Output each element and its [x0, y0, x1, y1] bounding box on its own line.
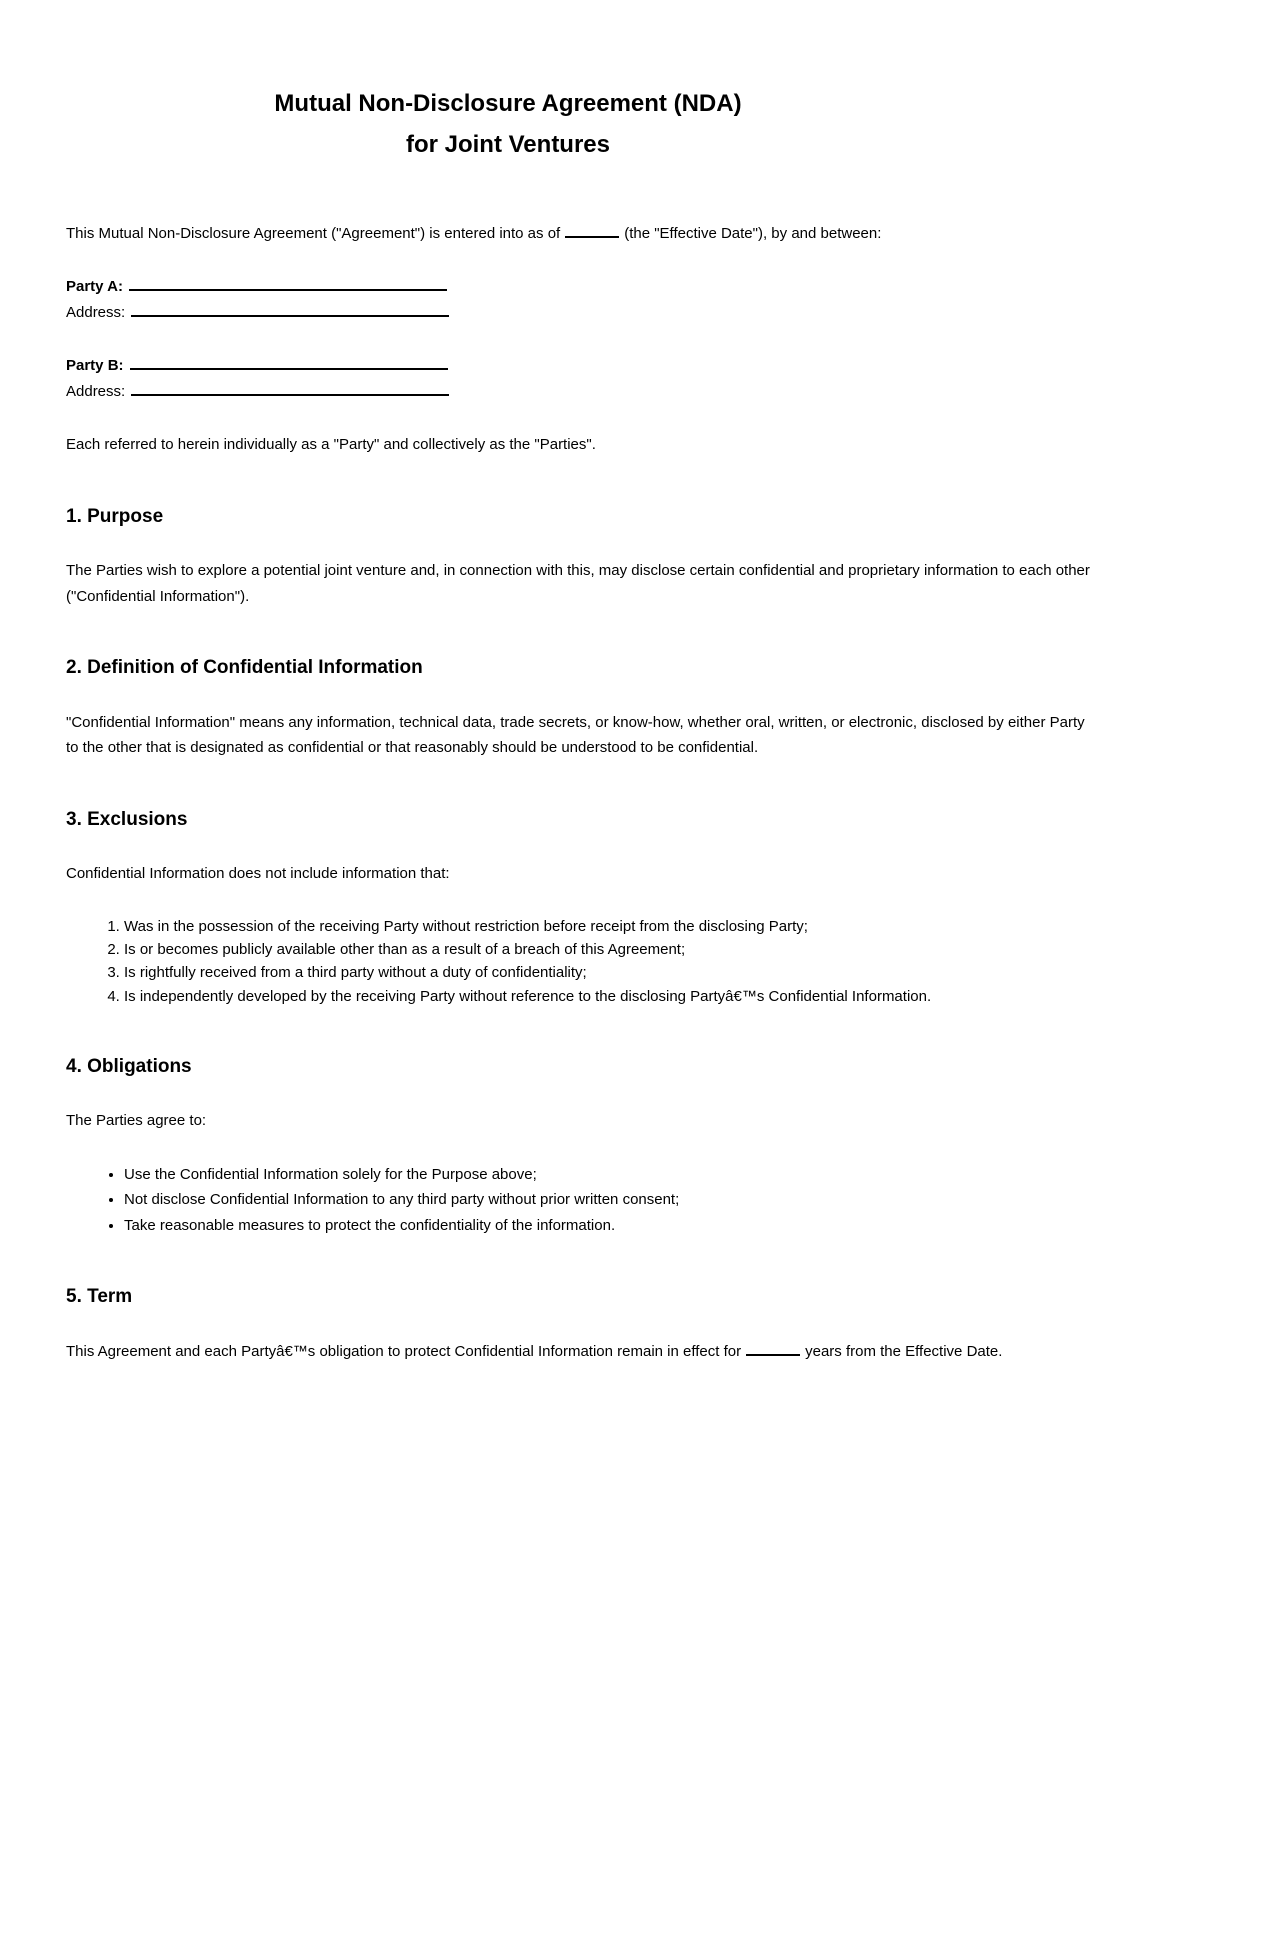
section-definition-paragraph	[66, 710, 1166, 761]
section-exclusions-intro: Confidential Information does not include information that:	[66, 865, 450, 883]
party-a-block	[66, 274, 1166, 325]
section-term	[66, 1284, 1166, 1364]
intro-text-after: (the "Effective Date"), by and between:	[624, 224, 882, 242]
exclusions-item-2: 2. Is or becomes publicly available other than as a result of a breach of this Agreement;	[124, 938, 1166, 961]
term-years-blank	[746, 1341, 800, 1356]
purpose-line-1: The Parties wish to explore a potential joint venture and, in connection with this, may disclose certain confidential and proprietary information to each other	[66, 562, 1090, 580]
definition-line-1: "Confidential Information" means any information, technical data, trade secrets, or know-how, whether oral, written, or electronic, disclosed by either Party	[66, 713, 1085, 731]
party-b-block	[66, 353, 1166, 404]
party-b-name-blank	[130, 355, 448, 370]
parties-note: Each referred to herein individually as a "Party" and collectively as the "Parties".	[66, 436, 596, 454]
section-exclusions-heading: 3. Exclusions	[66, 808, 188, 830]
definition-line-2: to the other that is designated as confidential or that reasonably should be understood to be confidential.	[66, 739, 759, 757]
section-purpose	[66, 504, 1166, 610]
section-definition-heading: 2. Definition of Confidential Information	[66, 657, 423, 679]
exclusions-item-4: 4. Is independently developed by the receiving Party without reference to the disclosing Partyâ€™s Confidential Information.	[124, 985, 1166, 1008]
purpose-line-2: ("Confidential Information").	[66, 587, 250, 605]
section-purpose-paragraph	[66, 558, 1166, 609]
section-obligations-intro: The Parties agree to:	[66, 1112, 207, 1130]
section-term-paragraph	[66, 1339, 1166, 1365]
section-obligations-heading: 4. Obligations	[66, 1055, 192, 1077]
exclusions-list	[66, 915, 1166, 1008]
exclusions-item-1: 1. Was in the possession of the receiving Party without restriction before receipt from the disclosing Party;	[124, 915, 1166, 938]
party-a-address-blank	[131, 302, 449, 317]
exclusions-item-3: 3. Is rightfully received from a third party without a duty of confidentiality;	[124, 961, 1166, 984]
nda-document	[66, 0, 1166, 1393]
section-obligations	[66, 1054, 1166, 1239]
intro-text-before: This Mutual Non-Disclosure Agreement ("Agreement") is entered into as of	[66, 224, 561, 242]
section-definition	[66, 655, 1166, 761]
party-a-name-blank	[129, 276, 447, 291]
document-title	[66, 84, 950, 166]
title-line-1: Mutual Non-Disclosure Agreement (NDA)	[274, 90, 742, 117]
title-line-2: for Joint Ventures	[405, 130, 611, 158]
party-b-label: Party B:	[66, 357, 124, 375]
party-a-label: Party A:	[66, 278, 123, 296]
term-text-after: years from the Effective Date.	[805, 1343, 1003, 1361]
obligations-item-2: • Not disclose Confidential Information to any third party without prior written consent;	[124, 1187, 1166, 1213]
term-text-before: This Agreement and each Partyâ€™s obligation to protect Confidential Information remain in effect for	[66, 1343, 742, 1361]
party-b-address-blank	[131, 381, 449, 396]
obligations-list	[66, 1162, 1166, 1239]
section-term-heading: 5. Term	[66, 1286, 133, 1308]
effective-date-blank	[565, 223, 619, 238]
section-exclusions	[66, 807, 1166, 1008]
party-b-address-label: Address:	[66, 382, 126, 400]
intro-paragraph	[66, 221, 1166, 247]
obligations-item-1: • Use the Confidential Information solely for the Purpose above;	[124, 1162, 1166, 1188]
party-a-address-label: Address:	[66, 303, 126, 321]
obligations-item-3: • Take reasonable measures to protect the confidentiality of the information.	[124, 1213, 1166, 1239]
section-purpose-heading: 1. Purpose	[66, 505, 164, 527]
